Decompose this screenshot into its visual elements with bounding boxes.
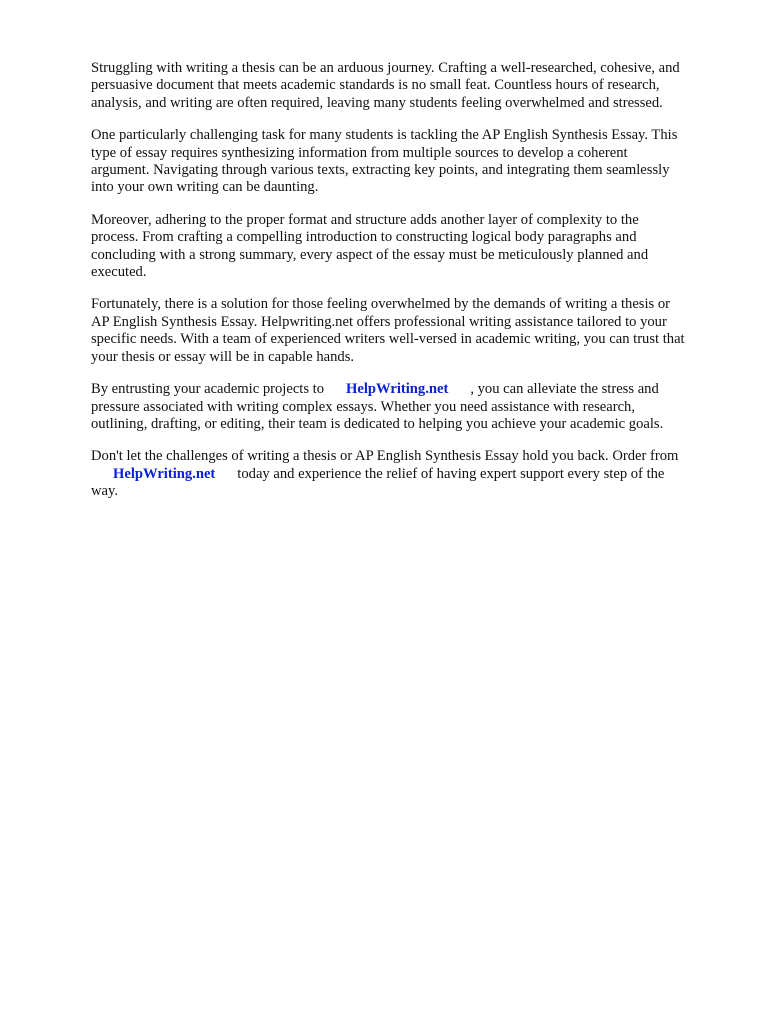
paragraph-intro: [91, 60, 731, 112]
text-line: type of essay requires synthesizing information from multiple sources to develop a coherent: [91, 144, 628, 161]
paragraph-solution: [91, 296, 731, 366]
helpwriting-link[interactable]: HelpWriting.net: [113, 465, 216, 482]
text-line: your thesis or essay will be in capable hands.: [91, 348, 355, 365]
text-line: process. From crafting a compelling introduction to constructing logical body paragraphs and: [91, 229, 637, 246]
text-line: One particularly challenging task for many students is tackling the AP English Synthesis Essay. This: [91, 127, 678, 144]
text-line: [91, 381, 731, 398]
text-line: Struggling with writing a thesis can be an arduous journey. Crafting a well-researched, cohesive, and: [91, 60, 680, 76]
paragraph-call-to-action: [91, 448, 731, 500]
text-after-link: , you can alleviate the stress and: [470, 381, 659, 398]
document-page: [91, 60, 731, 516]
text-line: outlining, drafting, or editing, their team is dedicated to helping you achieve your academic goals.: [91, 415, 664, 432]
text-line: Moreover, adhering to the proper format and structure adds another layer of complexity to the: [91, 211, 639, 228]
text-line: [91, 466, 731, 483]
text-line: into your own writing can be daunting.: [91, 179, 319, 196]
text-line: concluding with a strong summary, every aspect of the essay must be meticulously planned and: [91, 246, 649, 263]
paragraph-entrusting: [91, 381, 731, 433]
text-line: Don't let the challenges of writing a thesis or AP English Synthesis Essay hold you back. Order from: [91, 448, 679, 465]
text-line: executed.: [91, 264, 147, 281]
paragraph-synthesis-essay: [91, 127, 731, 197]
text-line: argument. Navigating through various texts, extracting key points, and integrating them seamlessly: [91, 162, 670, 179]
text-before-link: By entrusting your academic projects to: [91, 381, 325, 398]
text-line: specific needs. With a team of experienced writers well-versed in academic writing, you can trust that: [91, 331, 685, 348]
text-after-link: today and experience the relief of having expert support every step of the: [237, 465, 665, 482]
text-line: persuasive document that meets academic standards is no small feat. Countless hours of research,: [91, 77, 660, 94]
text-line: AP English Synthesis Essay. Helpwriting.net offers professional writing assistance tailored to your: [91, 313, 667, 330]
text-line: way.: [91, 483, 119, 500]
paragraph-format-structure: [91, 212, 731, 282]
text-line: Fortunately, there is a solution for those feeling overwhelmed by the demands of writing a thesis or: [91, 296, 671, 313]
helpwriting-link[interactable]: HelpWriting.net: [346, 381, 449, 398]
text-line: analysis, and writing are often required, leaving many students feeling overwhelmed and stressed.: [91, 94, 663, 111]
text-line: pressure associated with writing complex essays. Whether you need assistance with research,: [91, 398, 635, 415]
